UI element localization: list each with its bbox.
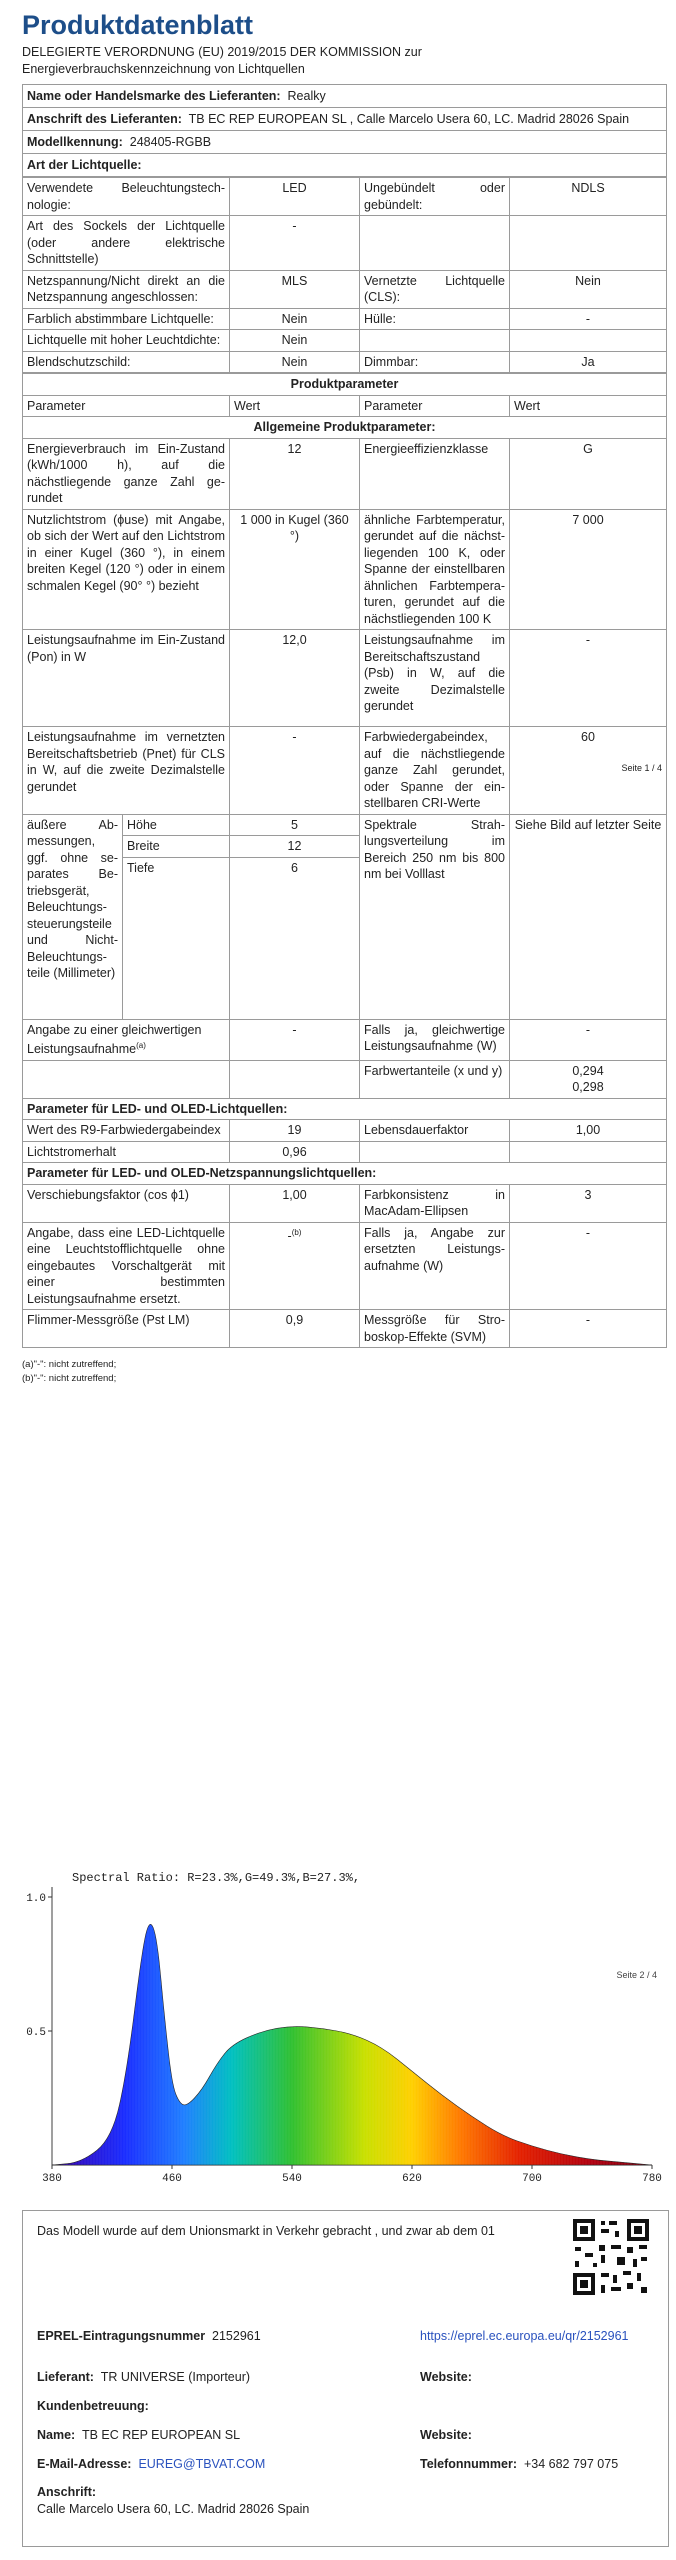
x-tick-label: 540 [282, 2173, 302, 2185]
y-tick-label: 1.0 [26, 1893, 46, 1905]
supplier-box [22, 84, 667, 177]
market-text: Das Modell wurde auf dem Unionsmarkt in Verkehr gebracht , und zwar ab dem 01 [37, 2224, 495, 2238]
page-title: Produktdatenblatt [22, 10, 254, 40]
table-row: Angabe, dass eine LED-Lichtquelle eine Leuchtstofflichtquelle ohne eingebautes Vorschaltgerät mit einer bestimmten Leistungsaufnahme ersetzt. -$^{(b)}$ Falls ja, Angabe zur ersetzten Leistungsaufnahme (W) - [23, 1222, 667, 1310]
table-row: Leistungsaufnahme im Ein-Zustand (Pon) in W 12,0 Leistungsaufnahme im Bereitschaftszustand (Psb) in W, auf die zweite Dezimalstelle gerundet - [23, 630, 667, 727]
eprel-number: 2152961 [212, 2329, 261, 2343]
page-label-2: Seite 2 / 4 [616, 1970, 657, 1980]
service-name: TB EC REP EUROPEAN SL [81, 2428, 241, 2442]
led-section: Parameter für LED- und OLED-Lichtquellen: [23, 1098, 667, 1120]
table-row: Energieverbrauch im Ein-Zustand (kWh/1000 h), auf die nächstliegende ganze Zahl gerundet 12 Energieeffizienzklasse G [23, 438, 667, 509]
address-value: Calle Marcelo Usera 60, LC. Madrid 28026 Spain [37, 2502, 310, 2516]
dims-row: äußere Abmessungen, ggf. ohne separates Betriebsgerät, Beleuchtungssteuerungsteile und Nicht-Beleuchtungsteile (Millimeter) Höhe 5 Spektrale Strahlungsverteilung im Bereich 250 nm bis 800 nm bei Volllast Siehe Bild auf letzter Seite [23, 814, 667, 836]
datasheet-page [22, 8, 667, 1386]
type-heading: Art der Lichtquelle: [23, 154, 666, 177]
type-table [22, 177, 667, 373]
supplier-address-row: Anschrift des Lieferanten: TB EC REP EUROPEAN SL , Calle Marcelo Usera 60, LC. Madrid 28026 Spain [23, 108, 666, 131]
x-tick-label: 380 [42, 2173, 62, 2185]
table-row: Blendschutzschild: Nein Dimmbar: Ja [23, 351, 667, 373]
table-row: Nutzlichtstrom (ϕuse) mit Angabe, ob sich der Wert auf den Lichtstrom in einer Kugel (360 °), in einem breiten Kegel (120 °) oder in einem schmalen Kegel (90° °) bezieht 1 000 in Kugel (360 °) ähnliche Farbtemperatur, gerundet auf die nächstliegenden 100 K, oder Spanne der einstellbaren ähnlichen Farbtemperaturen, gerundet auf die nächstliegenden 100 K 7 000 [23, 509, 667, 630]
service-label: Kundenbetreuung: [37, 2399, 149, 2413]
supplier-name-row: Name oder Handelsmarke des Lieferanten: Realky [23, 85, 666, 108]
address-label: Anschrift: [37, 2485, 97, 2499]
x-tick-label: 700 [522, 2173, 542, 2185]
qr-code-icon[interactable] [571, 2217, 651, 2297]
spectral-chart-svg [22, 1855, 667, 2190]
table-row: Flimmer-Messgröße (Pst LM) 0,9 Messgröße für Stroboskop-Effekte (SVM) - [23, 1310, 667, 1348]
email-link[interactable]: EUREG@TBVAT.COM [138, 2457, 266, 2471]
chart-title: Spectral Ratio: R=23.3%,G=49.3%,B=27.3%, [72, 1871, 361, 1885]
table-row: Verschiebungsfaktor (cos ϕ1) 1,00 Farbkonsistenz in MacAdam-Ellipsen 3 [23, 1184, 667, 1222]
table-row: Art des Sockels der Lichtquelle (oder andere elektrische Schnittstelle) - [23, 216, 667, 271]
table-row: Leistungsaufnahme im vernetzten Bereitschaftsbetrieb (Pnet) für CLS in W, auf die zweite Dezimalstelle gerundet - Farbwiedergabeindex, auf die nächstliegende ganze Zahl gerundet, oder Spanne der einstellbaren CRI-Werte 60 Seite 1 / 4 [23, 727, 667, 815]
spectral-chart [22, 1855, 667, 2190]
table-row: Netzspannung/Nicht direkt an die Netzspannung angeschlossen: MLS Vernetzte Lichtquelle (CLS): Nein [23, 270, 667, 308]
model-row: Modellkennung: 248405-RGBB [23, 131, 666, 154]
table-row: Verwendete Beleuchtungstechnologie: LED Ungebündelt oder gebündelt: NDLS [23, 178, 667, 216]
footer-box: Das Modell wurde auf dem Unionsmarkt in Verkehr gebracht , und zwar ab dem 01 EPREL-Eintragungsnummer 2152961 https://eprel.ec.europa.eu/qr/2152961 Lieferant: TR UNIVERSE (Importeur) Website: Kundenbetreuung: Name: TB EC REP EUROPEAN SL Website: E-Mail-Adresse: EUREG@TBVAT.COM Telefonnummer: +34 682 797 075 Anschrift: Calle Marcelo Usera 60, LC. Madrid 28026 Spain [22, 2210, 669, 2547]
phone-number: +34 682 797 075 [523, 2457, 619, 2471]
website-label: Website: [420, 2370, 472, 2384]
table-row: Farblich abstimmbare Lichtquelle: Nein Hülle: - [23, 308, 667, 330]
oled-section: Parameter für LED- und OLED-Netzspannungslichtquellen: [23, 1163, 667, 1185]
footnotes: (a)"-": nicht zutreffend; (b)"-": nicht zutreffend; [22, 1359, 117, 1385]
x-tick-label: 780 [642, 2173, 662, 2185]
table-row: Wert des R9-Farbwiedergabeindex 19 Lebensdauerfaktor 1,00 [23, 1120, 667, 1142]
x-tick-label: 620 [402, 2173, 422, 2185]
table-row: Lichtstromerhalt 0,96 [23, 1141, 667, 1163]
table-row: Farbwertanteile (x und y) 0,294 0,298 [23, 1060, 667, 1098]
regulation-subtitle: DELEGIERTE VERORDNUNG (EU) 2019/2015 DER KOMMISSION zur Energieverbrauchskennzeichnung von Lichtquellen [22, 45, 422, 76]
params-section: Produktparameter [23, 374, 667, 396]
table-row: Angabe zu einer gleichwertigen Leistungsaufnahme$^{(a)}$ - Falls ja, gleichwertige Leistungsaufnahme (W) - [23, 1019, 667, 1060]
website-label-2: Website: [420, 2428, 472, 2442]
x-tick-label: 460 [162, 2173, 182, 2185]
y-tick-label: 0.5 [26, 2027, 46, 2039]
eprel-link[interactable]: https://eprel.ec.europa.eu/qr/2152961 [420, 2329, 629, 2343]
supplier-importer: TR UNIVERSE (Importeur) [100, 2370, 251, 2384]
table-row: Lichtquelle mit hoher Leuchtdichte: Nein [23, 330, 667, 352]
page-label-1: Seite 1 / 4 [621, 762, 662, 773]
params-table: Produktparameter Parameter Wert Parameter Wert Allgemeine Produktparameter: Energieverbrauch im Ein-Zustand (kWh/1000 h), auf die nächstliegende ganze Zahl gerundet 12 Energieeffizienzklasse G Nutzlichtstrom (ϕuse) mit Angabe, ob sich der Wert auf den Lichtstrom in einer Kugel (360 °), in einem breiten Kegel (120 °) oder in einem schmalen Kegel (90° °) bezieht 1 000 in Kugel (360 °) ähnliche Farbtemperatur, gerundet auf die nächstliegenden 100 K, oder Spanne der einstellbaren ähnlichen Farbtemperaturen, gerundet auf die nächstliegenden 100 K 7 000 Leistungsaufnahme im Ein-Zustand (Pon) in W 12,0 Leistungsaufnahme im Bereitschaftszustand (Psb) in W, auf die zweite Dezimalstelle gerundet - Leistungsaufnahme im vernetzten Bereitschaftsbetrieb (Pnet) für CLS in W, auf die zweite Dezimalstelle gerundet - Farbwiedergabeindex, auf die nächstliegende ganze Zahl gerundet, oder Spanne der einstellbaren CRI-Werte 60 Seite 1 / 4 äußere Abmessungen, ggf. ohne separates Betriebsgerät, Beleuchtungssteuerungsteile und Nicht-Beleuchtungsteile (Millimeter) Höhe 5 Spektrale Strahlungsverteilung im Bereich 250 nm bis 800 nm bei Volllast Siehe Bild auf letzter Seite Breite 12 Tiefe 6 Angabe zu einer gleichwertigen Leistungsaufnahme$^{(a)}$ - Falls ja, gleichwertige Leistungsaufnahme (W) - Farbwertanteile (x und y) 0,294 0,298 Parameter für LED- und OLED-Lichtquellen: Wert des R9-Farbwiedergabeindex 19 Lebensdauerfaktor 1,00 Lichtstromerhalt 0,96 Parameter für LED- und OLED-Netzspannungslichtquellen: Verschiebungsfaktor (cos ϕ1) 1,00 Farbkonsistenz in MacAdam-Ellipsen 3 Angabe, dass eine LED-Lichtquelle eine Leuchtstofflichtquelle ohne eingebautes Vorschaltgerät mit einer bestimmten Leistungsaufnahme ersetzt. -$^{(b)}$ Falls ja, Angabe zur ersetzten Leistungsaufnahme (W) - Flimmer-Messgröße (Pst LM) 0,9 Messgröße für Stroboskop-Effekte (SVM) - [22, 373, 667, 1348]
eprel-label: EPREL-Eintragungsnummer [37, 2329, 206, 2343]
general-section: Allgemeine Produktparameter: [23, 417, 667, 439]
